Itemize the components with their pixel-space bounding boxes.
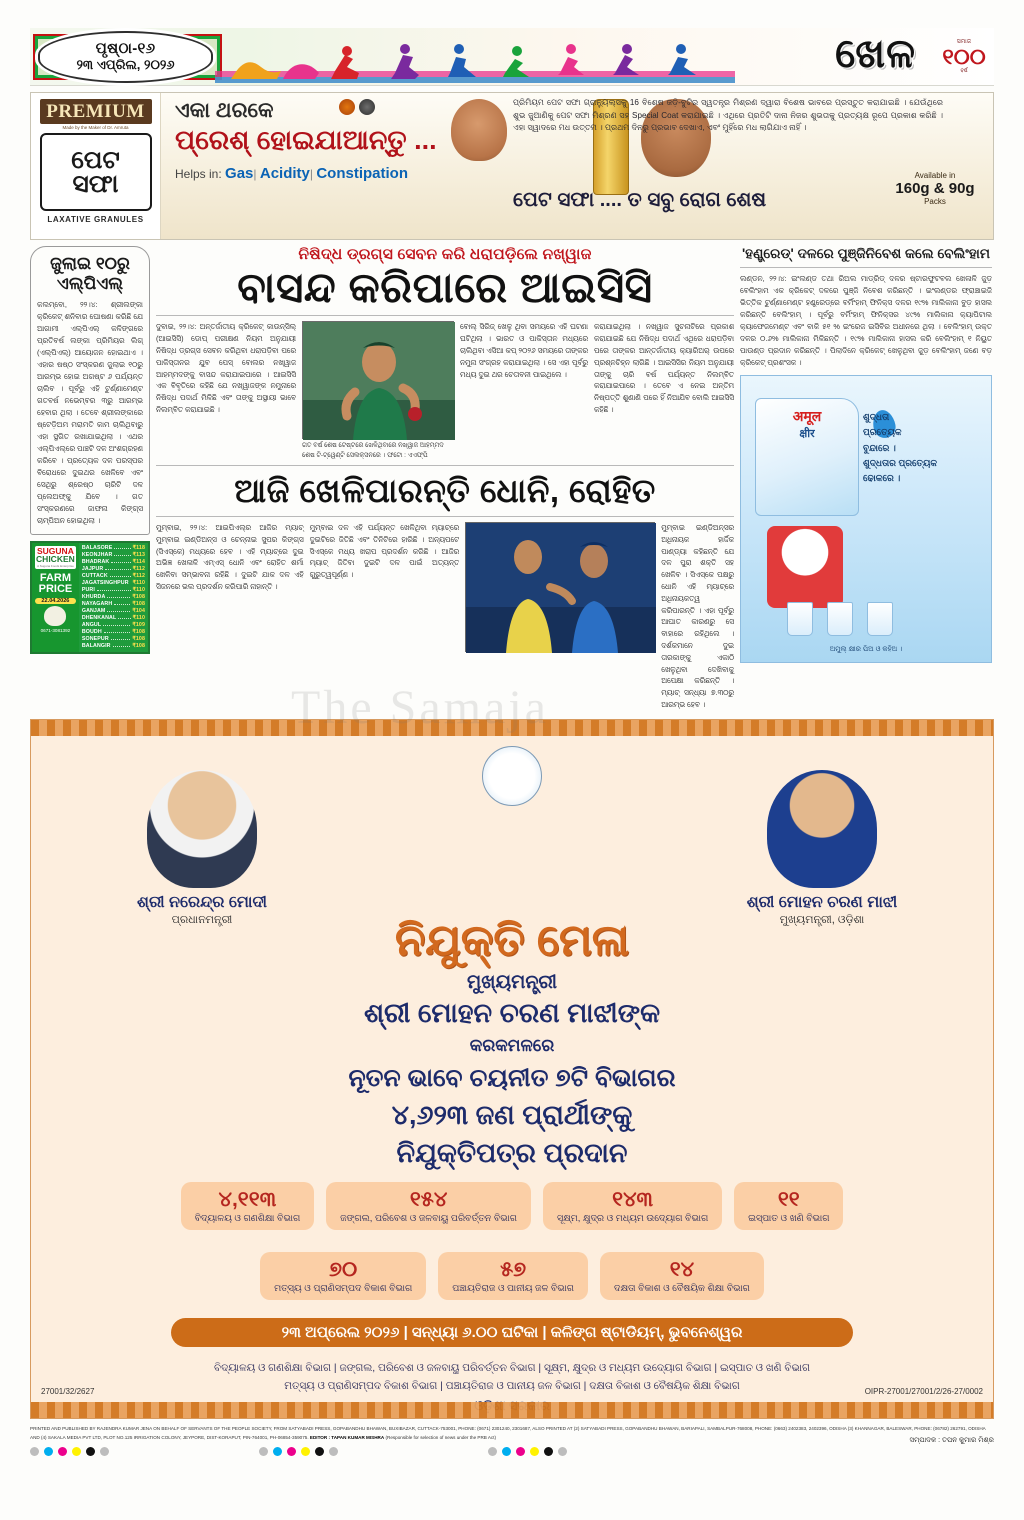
ayurveda-seal-icon — [339, 99, 355, 115]
price-row — [82, 643, 145, 650]
divider — [740, 267, 992, 268]
second-story-col1: ମୁମ୍ବାଇ, ୨୨।୪: ଆଇପିଏଲ୍‌ର ଆଜିର ମ୍ୟାଚ୍ ମୁମ୍ବାଇ ଇଣ୍ଡିଅନ୍ସ ଓ ଚେନ୍ନାଇ ସୁପର କିଙ୍ଗ୍‌ସ (ସିଏସ୍‌କେ) ମଧ୍ୟରେ ହେବ । ଏହି ମ୍ୟାଚ୍‌ରେ ଦୁଇ ଅଭିଜ୍ଞ ଖେଳାଳି ଏମ୍ଏସ୍ ଧୋନି ଏବଂ ରୋହିତ ଶର୍ମା ଖେଳିବା ସମ୍ଭାବନା ରହିଛି । ଦୁଇଟି ଯାକ ଦଳ ଏହି ସିଜନରେ ଭଲ ପ୍ରଦର୍ଶନ କରିପାରି ନାହାନ୍ତି । — [156, 522, 304, 591]
stat-card — [600, 1252, 764, 1300]
amul-girl-mascot-icon — [767, 526, 843, 608]
lpl-sidebar-story[interactable] — [30, 246, 150, 535]
bellingham-sidebar-story[interactable] — [740, 246, 992, 369]
magenta-dot-icon — [516, 1447, 525, 1456]
pm-photo — [147, 770, 257, 888]
price-city: KEONJHAR — [81, 551, 113, 558]
suguna-brand-line2: CHICKEN — [36, 554, 75, 565]
cricketer-photo — [302, 321, 454, 439]
center-column — [156, 246, 734, 711]
price-value: ₹110 — [132, 579, 145, 586]
helps-acidity: Acidity — [259, 165, 310, 182]
left-column — [30, 246, 150, 711]
price-value: ₹113 — [132, 551, 145, 558]
ad-main-title: ନିଯୁକ୍ତି ମେଳା — [394, 915, 630, 965]
second-story-headline[interactable]: ଆଜି ଖେଳିପାରନ୍ତି ଧୋନି, ରୋହିତ — [234, 471, 656, 509]
bowler-illustration-icon — [303, 322, 455, 440]
farm-price-label: FARM PRICE — [38, 571, 73, 596]
odisha-government-emblem-icon — [482, 746, 542, 806]
cm-photo — [767, 770, 877, 888]
main-story-photo-col — [302, 321, 454, 460]
departments-line-2: ମତ୍ସ୍ୟ ଓ ପ୍ରାଣିସମ୍ପଦ ବିକାଶ ବିଭାଗ | ପଞ୍ଚାୟତିରାଜ ଓ ପାନୀୟ ଜଳ ବିଭାଗ | ଦକ୍ଷତା ବିକାଶ ଓ ବୈଷୟିକ ଶିକ୍ଷା ବିଭାଗ — [284, 1381, 740, 1393]
cm-name-card: ଶ୍ରୀ ମୋହନ ଚରଣ ମାଝୀ — [746, 893, 898, 911]
stat-label: ଦକ୍ଷତା ବିକାଶ ଓ ବୈଷୟିକ ଶିକ୍ଷା ବିଭାଗ — [614, 1282, 750, 1294]
main-story-col1: ଦୁବାଇ, ୨୨।୪: ଅନ୍ତର୍ଜାତୀୟ କ୍ରିକେଟ୍ କାଉନ୍ସିଲ୍ (ଆଇସିସି) ଡୋପ୍ ପରୀକ୍ଷଣ ନିୟମ ଅନୁଯାୟୀ ନିଷିଦ୍ଧ ଡ୍ରଗ୍‌ସ ସେବନ କରିଥିବା ଧରାପଡ଼ିବା ପରେ ପାକିସ୍ତାନର ଯୁବ ପେସ୍ ବୋଲର ନଖ୍ୱାଜ ଆହମ୍ମଦଙ୍କୁ ବାସନ୍ଦ କରାଯାଇପାରେ । ଆଇସିସି ଏକ ବିବୃତିରେ କହିଛି ଯେ ନଖ୍ୱାଜଙ୍କ ନମୁନାରେ ନିଷିଦ୍ଧ ପଦାର୍ଥ ମିଳିଛି ଏବଂ ତାଙ୍କୁ ଅସ୍ଥାୟୀ ଭାବେ ନିଲମ୍ବିତ କରାଯାଇଛି । — [156, 322, 296, 415]
ad-tagline: ପେଟ ସଫା .... ତ ସବୁ ରୋଗ ଶେଷ — [513, 189, 767, 211]
price-row — [82, 594, 145, 601]
bellingham-body: ଲଣ୍ଡନ, ୨୨।୪: ଇଂଲଣ୍ଡ ତଥା ରିଅଲ ମାଡ୍ରିଡ୍ ଦଳର ଷ୍ଟାରଫୁଟବଲ ଖେଳାଳି ଜୁଡ଼ ବେଲିଂହାମ ଏକ କ୍ରିକେଟ୍ ଦଳରେ ପୁଞ୍ଜି ନିବେଶ କରିଛନ୍ତି । ଇଂଲଣ୍ଡର ଫ୍ରାଞ୍ଚାଇଜି ଭିତ୍ତିକ ଟୁର୍ଣ୍ଣାମେଣ୍ଟ ହଣ୍ଡ୍ରେଡ୍‌ରେ ବର୍ମିଂହାମ୍ ଫିନିକ୍ସ ଦଳର ୧୯% ମାଲିକାନା ବୁଡ଼ ହାସଲ କରିଛନ୍ତି ବେଲିଂହାମ୍ । ପୂର୍ବରୁ ବର୍ମିଂହାମ୍ ଫିନିକ୍ସର ୪୯% ମାଲିକାନା କ୍ୟାପିଟାଲ କ୍ୟାଫେଜମେଣ୍ଟ ଏବଂ ବାକି ୫୧ % ଇଂରେଜ ଇସିବିର ଅଧୀନରେ ଥିଲା । ବେଲିଂହାମ୍ ଉକ୍ତ ଦଳର ୦.୬% ମାଲିକାନା ମିଳିଛନ୍ତି । ୧୯% ମାଲିକାନା ହାସଲ କରି ବେଲିଂହାମ୍ ୧ ନିୟୁତ ପାଉଣ୍ଡ ପ୍ରଦାନ କରିଛନ୍ତି । ପିଲାଦିନେ କ୍ରିକେଟ୍ ଖେଳୁଥିବା ଜୁଡ଼ ବେଲିଂହାମ୍ ଜଣେ ବଡ଼ କ୍ରିକେଟ୍ ପ୍ରଶଂସକ । — [740, 274, 992, 367]
farm-price-date: 22.04.2026 — [35, 598, 76, 604]
pack-name-box — [40, 133, 152, 211]
page-title: ଖେଳ — [835, 32, 916, 76]
leader-card-pm — [117, 770, 287, 927]
stats-row-1 — [91, 1182, 933, 1230]
main-story-headline[interactable]: ବାସନ୍ଦ କରିପାରେ ଆଇସିସି — [237, 264, 653, 311]
price-value: ₹109 — [132, 622, 145, 629]
logo-years: ୧୦୦ — [942, 44, 986, 69]
second-story-col3: ମୁମ୍ବାଇ ଇଣ୍ଡିଅନ୍ସର ଅଧିନାୟକ ହାର୍ଦ୍ଦିକ ପାଣ୍ଡ୍ୟା କହିଛନ୍ତି ଯେ ଦଳ ପୁରା ଶକ୍ତି ସହ ଖେଳିବ । ସିଏସ୍‌କେ ପକ୍ଷରୁ ଧୋନି ଏହି ମ୍ୟାଚ୍‌ରେ ଅଧିନାୟକତ୍ୱ କରିପାରନ୍ତି । ଏହା ପୂର୍ବରୁ ଆଘାତ କାରଣରୁ ସେ ବାହାରେ ରହିଥିଲେ । ଦର୍ଶକମାନେ ଦୁଇ ତାରକାଙ୍କୁ ଏକାଠି ଖେଳୁଥିବା ଦେଖିବାକୁ ଅପେକ୍ଷା କରିଛନ୍ତି । ମ୍ୟାଚ୍ ସନ୍ଧ୍ୟା ୭.୩୦ରୁ ଆରମ୍ଭ ହେବ । — [661, 522, 734, 710]
page-footer — [30, 1425, 994, 1479]
departments-list — [71, 1360, 953, 1396]
imprint-body: PRINTED AND PUBLISHED BY RAJENDRA KUMAR JENA ON BEHALF OF SERVANTS OF THE PEOPLE SOCIETY, FROM SATYABADI PRESS, GOPABANDHU BHAWAN, BUXIBAZAR, CUTTACK-753001, PHONE: (0671) 2301240, 2301687, ALSO PRINTED AT (2) SATYABADI PRESS, GOPABANDHU BHAWAN, BARIAPALI, SAMBALPUR-768008, PHONE: (0663) 2402383, 2402396, ODISHA (3) KHANNAGAR, BALESWAR, PHONE: (06782) 262791, ODISHA AND (4) SAKALA MEDIA PVT LTD, PLOT NO.125 IRRIGATION COLONY, JEYPORE, DIST-KORAPUT, PIN-764001, PH-06854-359075. — [30, 1425, 986, 1440]
right-column — [740, 246, 992, 711]
price-value: ₹110 — [132, 615, 145, 622]
amul-slogan-block — [863, 410, 981, 486]
stat-label: ଜଙ୍ଗଲ, ପରିବେଶ ଓ ଜଳବାୟୁ ପରିବର୍ତ୍ତନ ବିଭାଗ — [340, 1212, 517, 1224]
pm-name: ଶ୍ରୀ ନରେନ୍ଦ୍ର ମୋଦୀ — [137, 893, 267, 911]
logo-top-text: ସମାଜ — [956, 39, 972, 45]
main-story-body — [156, 321, 734, 460]
page-date-badge — [38, 31, 213, 83]
cyan-dot-icon — [44, 1447, 53, 1456]
milk-glass-icon-3 — [867, 602, 893, 636]
price-row — [82, 601, 145, 608]
ad-helps-line: Helps in: Gas| Acidity| Constipation — [175, 165, 408, 182]
ad-slogan-line1: ଏକା ଥରକେ — [175, 99, 274, 122]
price-city: BHADRAK — [81, 558, 110, 565]
cyan-dot-icon — [273, 1447, 282, 1456]
divider — [156, 315, 734, 316]
news-area — [30, 246, 994, 711]
price-value: ₹110 — [132, 586, 145, 593]
price-value: ₹108 — [132, 636, 145, 643]
sports-silhouette-banner — [215, 31, 825, 83]
amul-slogan-line2: ପ୍ରତ୍ୟେକ — [863, 427, 902, 438]
government-employment-fair-ad[interactable] — [30, 680, 994, 1419]
stat-label: ମତ୍ସ୍ୟ ଓ ପ୍ରାଣିସମ୍ପଦ ବିକାଶ ବିଭାଗ — [274, 1282, 413, 1294]
imprint-text — [30, 1425, 994, 1442]
odia-editor-line: ସମ୍ପାଦକ : ତପନ କୁମାର ମିଶ୍ର — [909, 1436, 994, 1444]
lpl-headline: ଜୁଲାଇ ୧୦ରୁ ଏଲ୍‌ପିଏଲ୍ — [50, 254, 130, 294]
price-list — [79, 543, 148, 652]
cm-full-name: ଶ୍ରୀ ମୋହନ ଚରଣ ମାଝୀଙ୍କ — [363, 997, 661, 1028]
quality-seal-icon — [359, 99, 375, 115]
cm-label: ମୁଖ୍ୟମନ୍ତ୍ରୀ — [467, 971, 557, 993]
ad-reference-right: OIPR-27001/27001/2/26-27/0002 — [864, 1386, 983, 1396]
amul-slogan-line1: ଶୁଦ୍ଧତା — [863, 411, 890, 422]
suguna-logo — [35, 546, 76, 569]
milk-glass-icon-1 — [787, 602, 813, 636]
second-story-col2: ମୁମ୍ବାଇ ଦଳ ଏହି ପର୍ଯ୍ୟନ୍ତ ଖେଳିଥିବା ମ୍ୟାଚ୍‌ରେ ଦୁଇଟିରେ ଜିତିଛି ଏବଂ ତିନିଟିରେ ହାରିଛି । ଅନ୍ୟପଟେ ସିଏସ୍‌କେ ମଧ୍ୟ ଖରାପ ପ୍ରଦର୍ଶନ କରିଛି । ଆଜିର ମ୍ୟାଚ୍ ଜିତିବା ଦୁଇଟି ଦଳ ପାଇଁ ଅତ୍ୟନ୍ତ ଗୁରୁତ୍ୱପୂର୍ଣ୍ଣ । — [309, 522, 460, 580]
black-dot-icon — [86, 1447, 95, 1456]
stat-card — [260, 1252, 426, 1300]
ipl-players-illustration-icon — [466, 523, 656, 653]
logo-bottom-text: ବର୍ଷ — [960, 68, 968, 74]
stat-card — [326, 1182, 531, 1230]
ad-reference-left: 27001/32/2627 — [41, 1386, 95, 1396]
ad-top-border — [31, 720, 993, 736]
price-row — [82, 629, 145, 636]
yellow-dot-icon — [301, 1447, 310, 1456]
price-row — [82, 545, 145, 552]
premium-pet-sapha-ad[interactable] — [30, 92, 994, 240]
masthead — [30, 28, 994, 86]
registration-marks — [30, 1442, 994, 1456]
ad-description-paragraph: ପ୍ରିମିୟମ ପେଟ ସଫା ଗ୍ରାନ୍ୟୁଲ୍ସକୁ 16 ବିଶେଷ ଜଡ଼ି-ବୁଟିର ସ୍ୱତନ୍ତ୍ର ମିଶ୍ରଣ ଦ୍ୱାରା ବିଶେଷ ଭାବରେ ପ୍ରସ୍ତୁତ କରାଯାଇଛି । ଯେଉଁଥିରେ ଶୁଭ ଜୁଆଣିକୁ ପେଟ ସଫା ମିଶ୍ରଣ ସହ Special Coat କରାଯାଇଛି । ଏଥିରେ ପ୍ରତିଟି ଦାନା ନିଜର ଶୁଭତାକୁ ପ୍ରତ୍ୟକ୍ଷ ରୂପେ ପ୍ରକାଶ କରିଛି । ଏହା ସ୍ୱାଦରେ ମଧ ଉତ୍ତମ । ପ୍ରଥମ ଦିନରୁ ପ୍ରଭାବ ଦେଖାଏ, ଏବଂ ମୁହିଁରେ ମଧ ଲାଗିଯାଏ ନାହିଁ । — [513, 98, 943, 133]
amul-milk-ad[interactable] — [740, 375, 992, 663]
ad-line-3: ନିଯୁକ୍ତିପତ୍ର ପ୍ରଦାନ — [396, 1137, 628, 1168]
availability-line1: Available in — [914, 171, 956, 180]
gray-dot-icon — [488, 1447, 497, 1456]
second-story-body — [156, 522, 734, 711]
amul-slogan-line3: ବୁନ୍ଦାରେ । — [863, 442, 896, 453]
gray-dot-icon — [558, 1447, 567, 1456]
stat-label: ବିଦ୍ୟାଳୟ ଓ ଗଣଶିକ୍ଷା ବିଭାଗ — [194, 1212, 301, 1224]
stat-number: ୭୦ — [329, 1257, 358, 1281]
stat-card — [734, 1182, 843, 1230]
editor-label: EDITOR : — [309, 1434, 330, 1440]
price-city: ANGUL — [81, 622, 102, 629]
editor-note: (Responsible for selection of news under the PRB Act) — [385, 1434, 497, 1440]
stat-number: ୧୧ — [777, 1187, 800, 1211]
yellow-dot-icon — [72, 1447, 81, 1456]
amul-slogan-line4: ଶୁଦ୍ଧତାର ପ୍ରତ୍ୟେକ — [863, 457, 938, 468]
price-row — [82, 552, 145, 559]
editor-name: TAPAN KUMAR MISHRA — [331, 1434, 385, 1440]
ipl-players-photo — [465, 522, 655, 652]
price-value: ₹108 — [132, 629, 145, 636]
availability-sizes: 160g & 90g — [895, 180, 975, 197]
second-story-photo-wrap — [465, 522, 655, 711]
price-city: BALASORE — [81, 544, 113, 551]
price-row — [82, 622, 145, 629]
suguna-brand-panel — [32, 543, 79, 652]
page-number: ପୃଷ୍ଠା-୧୬ — [95, 40, 156, 58]
pack-name-line2: ସଫା — [72, 170, 119, 198]
stat-card — [438, 1252, 588, 1300]
ad-line-1: ନୂତନ ଭାବେ ଚୟନୀତ ୭ଟି ବିଭାଗର — [348, 1063, 676, 1092]
pack-category-label: LAXATIVE GRANULES — [47, 215, 144, 224]
price-row — [82, 615, 145, 622]
price-city: GANJAM — [81, 608, 106, 615]
price-city: JAGATSINGHPUR — [81, 579, 129, 586]
cmyk-marks-1 — [30, 1447, 109, 1456]
stat-number: ୧୪ — [669, 1257, 695, 1281]
main-story-kicker: ନିଷିଦ୍ଧ ଡ୍ରଗ୍‌ସ ସେବନ କରି ଧରାପଡ଼ିଲେ ନଖ୍ୱାଜ — [298, 246, 592, 263]
price-value: ₹108 — [132, 594, 145, 601]
main-story-col4: କରାଯାଇଥିଲା । ନଖ୍ୱାଜ ସୁଚନାଟିରେ ପ୍ରକାଶ କରାଯାଇଛି ଯେ ନିଷିଦ୍ଧ ପଦାର୍ଥ ଏଥିରେ ଧରାପଡ଼ିବା ପରେ ତାଙ୍କର ଆନ୍ତର୍ଜାତୀୟ କ୍ୟାରିଅର୍ ଉପରେ ପ୍ରଶ୍ନଚିହ୍ନ ଲାଗିଛି । ଆଇସିସିର ନିୟମ ଅନୁଯାୟୀ ତାଙ୍କୁ ଚାରି ବର୍ଷ ପର୍ଯ୍ୟନ୍ତ ନିଲମ୍ବିତ କରାଯାଇପାରେ । ତେବେ ଏ ନେଇ ଅନ୍ତିମ ନିଷ୍ପତ୍ତି ଶୁଣାଣି ପରେ ହିଁ ନିଆଯିବ ବୋଲି ଆଇସିସି କହିଛି । — [594, 322, 734, 415]
helps-constipation: Constipation — [316, 165, 408, 182]
ad-availability-badge — [881, 171, 989, 206]
divider — [156, 516, 734, 517]
price-value: ₹104 — [132, 608, 145, 615]
bellingham-headline: 'ହଣ୍ଡ୍ରେଡ୍' ଦଳରେ ପୁଞ୍ଜିନିବେଶ କଲେ ବେଲିଂହାମ — [741, 246, 991, 261]
price-row — [82, 580, 145, 587]
stat-number: ୧୫୪ — [409, 1187, 448, 1211]
price-row — [82, 636, 145, 643]
amul-slogan-line5: ଢୋକରେ । — [863, 473, 901, 484]
price-value: ₹108 — [132, 643, 145, 650]
suguna-brand-line1: SUGUNA — [37, 545, 74, 556]
by-hands-label: କରକମଳରେ — [469, 1035, 555, 1055]
athletes-icon — [215, 31, 735, 83]
price-value: ₹112 — [132, 572, 145, 579]
price-value: ₹112 — [132, 565, 145, 572]
stat-label: ସୂକ୍ଷ୍ମ, କ୍ଷୁଦ୍ର ଓ ମଧ୍ୟମ ଉଦ୍ୟୋଗ ବିଭାଗ — [557, 1212, 709, 1224]
gray-dot-icon — [30, 1447, 39, 1456]
lpl-body: କଲମ୍ବୋ, ୨୨।୪: ଶ୍ରୀଲଙ୍କା କ୍ରିକେଟ୍ ଶନିବାର ଘୋଷଣା କରିଛି ଯେ ଆଗାମୀ ଏଲ୍‌ପିଏଲ୍ କଳିଙ୍ଗରେ ପ୍ରତିବର୍ଷ ଲଙ୍କା ପ୍ରିମିୟର ଲିଗ୍ (ଏଲ୍‌ପିଏଲ୍) ଆୟୋଜନ ହୋଇଥାଏ । ଏହାର ଷଷ୍ଠ ସଂସ୍କରଣ ଜୁଲାଇ ୧୦ରୁ ଆରମ୍ଭ ହୋଇ ଅଗଷ୍ଟ ୬ ପର୍ଯ୍ୟନ୍ତ ଚାଲିବ । ପୂର୍ବରୁ ଏହି ଟୁର୍ଣ୍ଣାମେଣ୍ଟ ଗତବର୍ଷ ନଭେମ୍ବର ୩ରୁ ଆରମ୍ଭ ହେବାର ଥିଲା । ତେବେ ଶ୍ରୀଲଙ୍କାରେ ଷ୍ଟେଡ଼ିଅମ ମରାମତି କାମ ଚାଲିଥିବାରୁ ଏହା ସ୍ଥଗିତ ରଖାଯାଇଥିଲା । ଏଥର ଏଲ୍‌ପିଏଲ୍‌ରେ ପାଞ୍ଚଟି ଦଳ ଅଂଶଗ୍ରହଣ କରିବେ । ପ୍ରତ୍ୟେକ ଦଳ ପରସ୍ପର ବିରୋଧରେ ଦୁଇଥର ଖେଳିବେ ଏବଂ ସେଥିରୁ ଶ୍ରେଷ୍ଠ ଚାରିଟି ଦଳ ପ୍ଲେଅଫ୍‌କୁ ଯିବେ । ଗତ ସଂସ୍କରଣରେ ଜାଫନା କିଙ୍ଗ୍‌ସ ଚାମ୍ପିଅନ ହୋଇଥିଲା । — [37, 300, 143, 525]
price-row — [82, 566, 145, 573]
departments-line-1: ବିଦ୍ୟାଳୟ ଓ ଗଣଶିକ୍ଷା ବିଭାଗ | ଜଙ୍ଗଲ, ପରିବେଶ ଓ ଜଳବାୟୁ ପରିବର୍ତ୍ତନ ବିଭାଗ | ସୂକ୍ଷ୍ମ, କ୍ଷୁଦ୍ର ଓ ମଧ୍ୟମ ଉଦ୍ୟୋଗ ବିଭାଗ | ଇସ୍ପାତ ଓ ଖଣି ବିଭାଗ — [214, 1362, 810, 1374]
leader-card-cm — [737, 770, 907, 927]
stat-card — [181, 1182, 315, 1230]
stat-label: ଇସ୍ପାତ ଓ ଖଣି ବିଭାଗ — [748, 1212, 830, 1224]
black-dot-icon — [544, 1447, 553, 1456]
helps-label: Helps in: — [175, 167, 222, 181]
pack-premium-label: PREMIUM — [40, 99, 152, 124]
price-city: SONEPUR — [81, 636, 109, 643]
product-pack-panel — [31, 93, 161, 239]
divider — [156, 465, 734, 466]
event-details-strip: ୨୩ ଅପ୍ରେଲ ୨୦୨୬ | ସନ୍ଧ୍ୟା ୬.୦୦ ଘଟିକା | କଳିଙ୍ଗ ଷ୍ଟାଡିୟମ୍, ଭୁବନେଶ୍ୱର — [171, 1318, 853, 1347]
black-dot-icon — [315, 1447, 324, 1456]
celebrity-face-left — [451, 99, 507, 161]
milk-glass-icon-2 — [827, 602, 853, 636]
ad-certification-logos — [339, 99, 375, 115]
gray-dot-icon — [329, 1447, 338, 1456]
cyan-dot-icon — [502, 1447, 511, 1456]
price-city: PURI — [81, 586, 95, 593]
price-city: KHURDA — [81, 594, 106, 601]
price-row — [82, 587, 145, 594]
pack-maker-note: Made by the Maker of Dr. Amruta — [62, 125, 129, 130]
publication-date: ୨୩ ଏପ୍ରିଲ, ୨୦୨୬ — [76, 56, 175, 72]
suguna-chicken-price-ad[interactable] — [30, 541, 150, 654]
price-row — [82, 559, 145, 566]
helps-gas: Gas — [225, 165, 254, 182]
price-value: ₹118 — [132, 544, 145, 551]
main-story-col3: ବୋଲ୍ ସିରିଜ୍ ଖେଳୁ ଥିବା ସମୟରେ ଏହି ଘଟଣା ଘଟିଥିଲା । ଭାରତ ଓ ପାକିସ୍ତାନ ମଧ୍ୟରେ ଚାଲିଥିବା ଏସିଆ କପ୍ ୨୦୨୬ ସମୟରେ ତାଙ୍କର ନମୁନା ସଂଗ୍ରହ କରାଯାଇଥିଲା । ସେ ଏହା ପୂର୍ବରୁ ମଧ୍ୟ ଦୁଇ ଥର ଚେତାବନୀ ପାଇଥିଲେ । — [460, 322, 588, 379]
amul-brand-hindi: अमूल — [792, 407, 822, 424]
pack-name-line1: ପେଟ — [71, 145, 120, 174]
samaja-watermark: The Samaja — [291, 680, 549, 734]
amul-brand-sub: क्षीर — [799, 427, 815, 440]
pm-title: ପ୍ରଧାନମନ୍ତ୍ରୀ — [171, 913, 233, 926]
suguna-phone: 0671-3081392 — [40, 627, 71, 633]
gray-dot-icon — [100, 1447, 109, 1456]
magenta-dot-icon — [58, 1447, 67, 1456]
amul-pack — [755, 398, 859, 516]
ad-body — [161, 93, 993, 239]
price-row — [82, 573, 145, 580]
price-city: BALANGIR — [81, 643, 111, 650]
samaja-centenary-logo — [934, 33, 994, 81]
price-city: BOUDH — [81, 629, 102, 636]
stat-number: ୫୭ — [500, 1257, 527, 1281]
ad-slogan-line2: ପ୍ରେଶ୍‌ ହୋଇଯାଆନ୍ତୁ ... — [175, 125, 437, 155]
price-city: DHENKANAL — [81, 615, 117, 622]
ad-line-2: ୪,୬୨୩ ଜଣ ପ୍ରାର୍ଥୀଙ୍କୁ — [391, 1099, 633, 1130]
stat-label: ପଞ୍ଚାୟତିରାଜ ଓ ପାନୀୟ ଜଳ ବିଭାଗ — [452, 1282, 574, 1294]
stats-row-2 — [91, 1252, 933, 1300]
cm-title-card: ମୁଖ୍ୟମନ୍ତ୍ରୀ, ଓଡ଼ିଶା — [779, 913, 865, 926]
yellow-dot-icon — [530, 1447, 539, 1456]
cmyk-marks-3 — [488, 1447, 567, 1456]
stat-number: ୪,୧୧୩ — [218, 1187, 277, 1211]
availability-line3: Packs — [924, 197, 946, 206]
price-city: JAJPUR — [81, 565, 104, 572]
gray-dot-icon — [259, 1447, 268, 1456]
stat-card — [543, 1182, 722, 1230]
price-row — [82, 608, 145, 615]
price-city: CUTTACK — [81, 572, 108, 579]
suguna-brand-tagline: A Suguna Foods Enterprise — [37, 563, 74, 568]
stat-number: ୧୪୩ — [612, 1187, 654, 1211]
price-value: ₹114 — [132, 558, 145, 565]
ad-bottom-border — [31, 1402, 993, 1418]
magenta-dot-icon — [287, 1447, 296, 1456]
amul-caption: ଅମୁଲ୍ କ୍ଷୀର ପିଅ ଓ କହିଅ । — [829, 645, 903, 653]
chicken-icon — [44, 606, 66, 626]
price-value: ₹108 — [132, 601, 145, 608]
cmyk-marks-2 — [259, 1447, 338, 1456]
photo-caption: ଗତ ବର୍ଷ ଶେଷ ଟେଷ୍ଟରେ ଖେଳିଥିବାରେ ନଖ୍ୱାଜ ଆହମ୍ମଦ ଶେଷ ଟି-ଟ୍ୱେଣ୍ଟି ସେଲକ୍ସନରେ । ଫଟୋ : ଏଏଫ୍‌ପି — [302, 442, 444, 459]
price-city: NAYAGARH — [81, 601, 113, 608]
